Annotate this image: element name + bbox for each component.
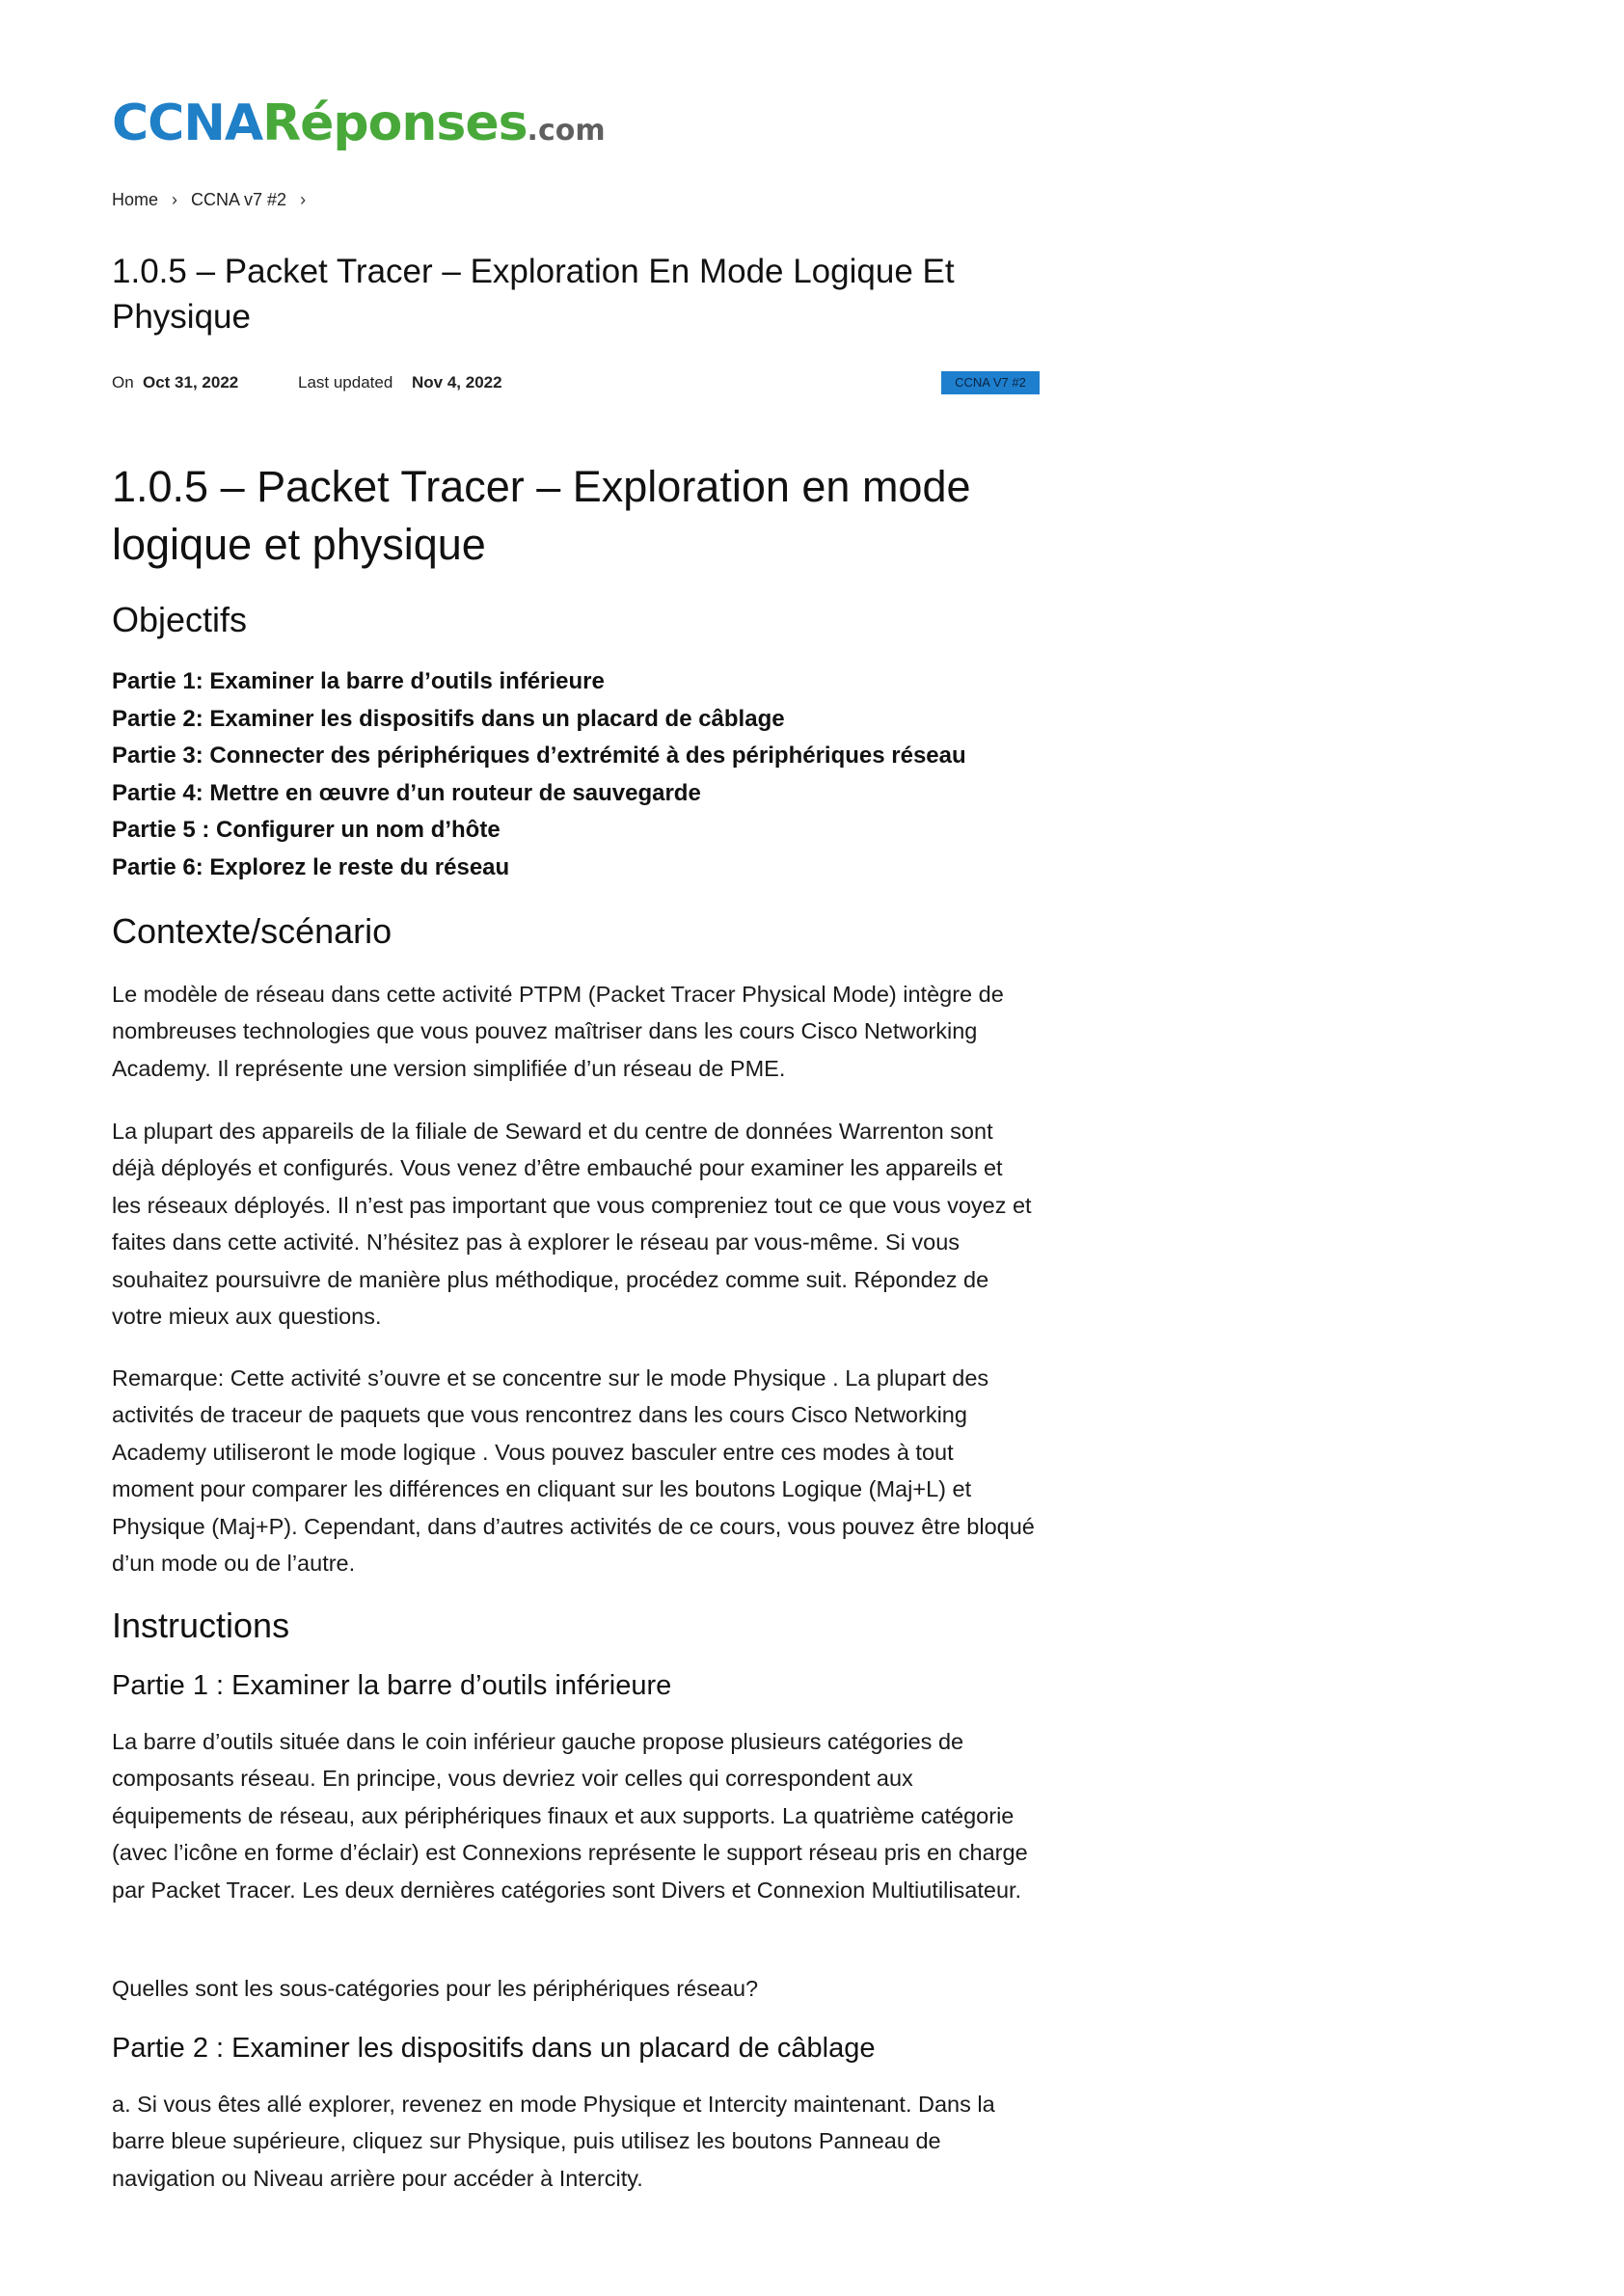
list-item: Partie 3: Connecter des périphériques d’extrémité à des périphériques réseau (112, 743, 966, 769)
objectives-heading: Objectifs (112, 600, 248, 639)
list-item: Partie 1: Examiner la barre d’outils inférieure (112, 668, 605, 694)
instructions-heading: Instructions (112, 1606, 290, 1645)
part2-paragraph: a. Si vous êtes allé explorer, revenez en mode Physique et Intercity maintenant. Dans la barre bleue supérieure, cliquez sur Physique, puis utilisez les boutons Panneau de navigation ou Niveau arrière pour accéder à Intercity. (112, 2092, 995, 2191)
breadcrumb-section[interactable]: CCNA v7 #2 (191, 190, 287, 209)
list-item: Partie 4: Mettre en œuvre d’un routeur de sauvegarde (112, 779, 701, 806)
objectives-list (112, 663, 966, 886)
context-paragraph-1: Le modèle de réseau dans cette activité PTPM (Packet Tracer Physical Mode) intègre de nombreuses technologies que vous pouvez maîtriser dans les cours Cisco Networking Academy. Il représente une version simplifiée d’un réseau de PME. (112, 982, 1004, 1081)
category-badge[interactable]: CCNA V7 #2 (941, 371, 1040, 394)
article-heading: 1.0.5 – Packet Tracer – Exploration en mode logique et physique (112, 462, 971, 569)
updated-date: Nov 4, 2022 (412, 373, 502, 392)
chevron-right-icon: › (172, 190, 178, 209)
part2-heading: Partie 2 : Examiner les dispositifs dans un placard de câblage (112, 2033, 876, 2064)
context-paragraph-2: La plupart des appareils de la filiale de Seward et du centre de données Warrenton sont déjà déployés et configurés. Vous venez d’être embauché pour examiner les appareils et les réseaux déployés. Il n’est pas important que vous compreniez tout ce que vous voyez et faites dans cette activité. N’hésitez pas à explorer le réseau par vous-même. Si vous souhaitez poursuivre de manière plus méthodique, procédez comme suit. Répondez de votre mieux aux questions. (112, 1119, 1032, 1330)
part1-paragraph: La barre d’outils située dans le coin inférieur gauche propose plusieurs catégories de composants réseau. En principe, vous devriez voir celles qui correspondent aux équipements de réseau, aux périphériques finaux et aux supports. La quatrième catégorie (avec l’icône en forme d’éclair) est Connexions représente le support réseau pris en charge par Packet Tracer. Les deux dernières catégories sont Divers et Connexion Multiutilisateur. (112, 1729, 1028, 1903)
post-title: 1.0.5 – Packet Tracer – Exploration En Mode Logique Et Physique (112, 253, 955, 336)
list-item: Partie 2: Examiner les dispositifs dans un placard de câblage (112, 705, 785, 732)
list-item: Partie 5 : Configurer un nom d’hôte (112, 817, 501, 843)
logo-reponses: Réponses (262, 95, 528, 152)
context-heading: Contexte/scénario (112, 911, 392, 951)
post-meta (112, 371, 1038, 400)
breadcrumb-home[interactable]: Home (112, 190, 159, 209)
chevron-right-icon: › (300, 190, 307, 209)
logo-ccna: CCNA (112, 95, 263, 152)
site-logo[interactable] (112, 95, 606, 152)
published-label: On (112, 373, 134, 392)
part1-heading: Partie 1 : Examiner la barre d’outils inférieure (112, 1670, 672, 1701)
context-paragraph-3: Remarque: Cette activité s’ouvre et se concentre sur le mode Physique . La plupart des activités de traceur de paquets que vous rencontrez dans les cours Cisco Networking Academy utiliseront le mode logique . Vous pouvez basculer entre ces modes à tout moment pour comparer les différences en cliquant sur les boutons Logique (Maj+L) et Physique (Maj+P). Cependant, dans d’autres activités de ce cours, vous pouvez être bloqué d’un mode ou de l’autre. (112, 1365, 1035, 1577)
breadcrumb (112, 190, 306, 210)
list-item: Partie 6: Explorez le reste du réseau (112, 853, 510, 880)
part1-question: Quelles sont les sous-catégories pour les périphériques réseau? (112, 1976, 759, 2001)
logo-dotcom: .com (527, 114, 606, 148)
updated-label: Last updated (298, 373, 393, 392)
published-date: Oct 31, 2022 (143, 373, 239, 392)
